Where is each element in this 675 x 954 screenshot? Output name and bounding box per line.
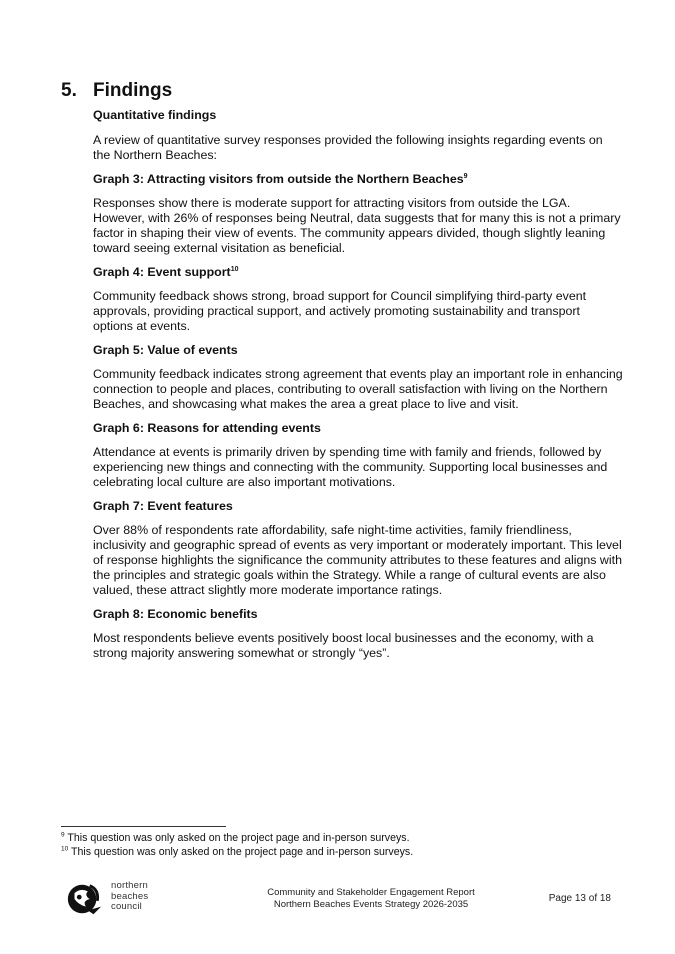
- council-logo-text: northern beaches council: [111, 880, 149, 912]
- subheading: Quantitative findings: [93, 108, 217, 122]
- graph-3-text: Responses show there is moderate support for attracting visitors from outside the LGA. However, with 26% of responses being Neutral, data suggests that for many this is not a primary factor in shaping their view of events. The community appears divided, though slightly leaning toward seeing external visitation as beneficial.: [93, 196, 621, 255]
- footnote-ref[interactable]: 10: [230, 265, 239, 273]
- section-title: Findings: [93, 80, 173, 101]
- footnote-ref[interactable]: 9: [463, 172, 468, 180]
- section-heading: [61, 80, 172, 102]
- section-body: [93, 108, 623, 670]
- footnote-divider: [61, 826, 226, 827]
- graph-5-text: Community feedback indicates strong agreement that events play an important role in enhancing connection to people and places, contributing to overall satisfaction with living on the Northern Beaches, and showcasing what makes the area a great place to live and visit.: [93, 367, 623, 411]
- intro-paragraph: A review of quantitative survey responses provided the following insights regarding events on the Northern Beaches:: [93, 133, 603, 162]
- council-logo-icon: [65, 880, 103, 918]
- graph-4-text: Community feedback shows strong, broad support for Council simplifying third-party event approvals, providing practical support, and actively promoting sustainability and transport options at events.: [93, 289, 587, 333]
- page-number: Page 13 of 18: [548, 893, 611, 904]
- section-number: 5.: [61, 80, 77, 101]
- graph-6-text: Attendance at events is primarily driven by spending time with family and friends, followed by experiencing new things and connecting with the community. Supporting local businesses and celebrating local culture are also important motivations.: [93, 445, 608, 489]
- graph-6-heading: Graph 6: Reasons for attending events: [93, 421, 321, 435]
- graph-3-heading: Graph 3: Attracting visitors from outside the Northern Beaches$^9$: [93, 172, 468, 186]
- page-footer: [61, 878, 621, 920]
- graph-7-heading: Graph 7: Event features: [93, 499, 233, 513]
- footer-report-title: Community and Stakeholder Engagement Report Northern Beaches Events Strategy 2026-2035: [267, 887, 475, 910]
- graph-4-heading: Graph 4: Event support$^{10}$: [93, 265, 239, 279]
- footnotes: [61, 832, 413, 859]
- graph-8-heading: Graph 8: Economic benefits: [93, 607, 258, 621]
- footnote-9: $^9$ This question was only asked on the project page and in-person surveys.: [61, 831, 410, 844]
- graph-5-heading: Graph 5: Value of events: [93, 343, 238, 357]
- graph-7-text: Over 88% of respondents rate affordability, safe night-time activities, family friendliness, inclusivity and geographic spread of events as very important or moderately important. This level of response highlights the significance the community attributes to these features and aligns with the principles and strategic goals within the Strategy. While a range of cultural events are also valued, these attract slightly more moderate importance ratings.: [93, 523, 622, 597]
- graph-8-text: Most respondents believe events positively boost local businesses and the economy, with a strong majority answering somewhat or strongly “yes”.: [93, 631, 594, 660]
- footnote-10: $^{10}$ This question was only asked on the project page and in-person surveys.: [61, 844, 414, 858]
